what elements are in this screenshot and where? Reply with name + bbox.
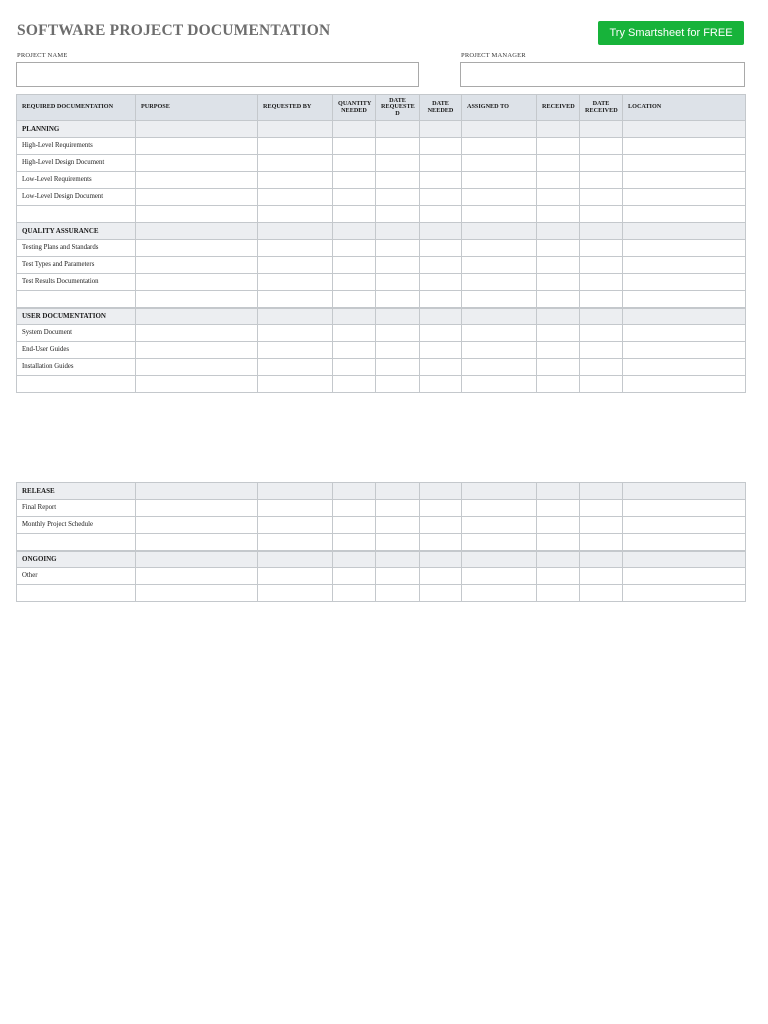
project-manager-field[interactable]	[460, 62, 745, 87]
requested-by-cell[interactable]	[258, 172, 333, 189]
date-received-cell[interactable]	[580, 274, 623, 291]
quantity-needed-cell[interactable]	[333, 359, 376, 376]
requested-by-cell[interactable]	[258, 308, 333, 325]
requested-by-cell[interactable]	[258, 189, 333, 206]
assigned-to-cell[interactable]	[462, 517, 537, 534]
date-requested-cell[interactable]	[376, 223, 420, 240]
date-needed-cell[interactable]	[420, 483, 462, 500]
purpose-cell[interactable]	[136, 240, 258, 257]
requested-by-cell[interactable]	[258, 517, 333, 534]
purpose-cell[interactable]	[136, 155, 258, 172]
table-row	[17, 206, 746, 223]
assigned-to-cell[interactable]	[462, 359, 537, 376]
date-received-cell[interactable]	[580, 534, 623, 551]
document-cell[interactable]	[17, 534, 136, 551]
section-label: USER DOCUMENTATION	[17, 308, 136, 325]
requested-by-cell[interactable]	[258, 223, 333, 240]
date-received-cell[interactable]	[580, 517, 623, 534]
date-needed-cell[interactable]	[420, 342, 462, 359]
document-cell[interactable]: Low-Level Requirements	[17, 172, 136, 189]
date-received-cell[interactable]	[580, 206, 623, 223]
date-requested-cell[interactable]	[376, 500, 420, 517]
purpose-cell[interactable]	[136, 551, 258, 568]
quantity-needed-cell[interactable]	[333, 376, 376, 393]
table-header-row	[17, 95, 746, 121]
quantity-needed-cell[interactable]	[333, 223, 376, 240]
date-received-cell[interactable]	[580, 325, 623, 342]
quantity-needed-cell[interactable]	[333, 517, 376, 534]
received-cell[interactable]	[537, 274, 580, 291]
table-row	[17, 376, 746, 393]
date-needed-cell[interactable]	[420, 189, 462, 206]
assigned-to-cell[interactable]	[462, 291, 537, 308]
date-requested-cell[interactable]	[376, 206, 420, 223]
document-cell[interactable]	[17, 585, 136, 602]
received-cell[interactable]	[537, 206, 580, 223]
purpose-cell[interactable]	[136, 223, 258, 240]
quantity-needed-cell[interactable]	[333, 172, 376, 189]
date-received-cell[interactable]	[580, 240, 623, 257]
received-cell[interactable]	[537, 138, 580, 155]
quantity-needed-cell[interactable]	[333, 121, 376, 138]
location-cell[interactable]	[623, 206, 746, 223]
received-cell[interactable]	[537, 172, 580, 189]
date-requested-cell[interactable]	[376, 308, 420, 325]
document-cell[interactable]: Monthly Project Schedule	[17, 517, 136, 534]
quantity-needed-cell[interactable]	[333, 155, 376, 172]
purpose-cell[interactable]	[136, 138, 258, 155]
quantity-needed-cell[interactable]	[333, 483, 376, 500]
date-needed-cell[interactable]	[420, 257, 462, 274]
table-row	[17, 568, 746, 585]
date-needed-cell[interactable]	[420, 172, 462, 189]
purpose-cell[interactable]	[136, 274, 258, 291]
requested-by-cell[interactable]	[258, 240, 333, 257]
assigned-to-cell[interactable]	[462, 189, 537, 206]
assigned-to-cell[interactable]	[462, 138, 537, 155]
table-row	[17, 138, 746, 155]
section-label: RELEASE	[17, 483, 136, 500]
date-requested-cell[interactable]	[376, 483, 420, 500]
document-cell[interactable]: System Document	[17, 325, 136, 342]
table-row	[17, 500, 746, 517]
column-header-date-needed: DATE NEEDED	[420, 95, 462, 121]
date-needed-cell[interactable]	[420, 138, 462, 155]
assigned-to-cell[interactable]	[462, 585, 537, 602]
section-row	[17, 308, 746, 325]
quantity-needed-cell[interactable]	[333, 291, 376, 308]
date-needed-cell[interactable]	[420, 534, 462, 551]
document-cell[interactable]: High-Level Design Document	[17, 155, 136, 172]
date-needed-cell[interactable]	[420, 325, 462, 342]
requested-by-cell[interactable]	[258, 534, 333, 551]
location-cell[interactable]	[623, 359, 746, 376]
date-received-cell[interactable]	[580, 568, 623, 585]
document-cell[interactable]	[17, 376, 136, 393]
location-cell[interactable]	[623, 189, 746, 206]
location-cell[interactable]	[623, 568, 746, 585]
quantity-needed-cell[interactable]	[333, 342, 376, 359]
purpose-cell[interactable]	[136, 585, 258, 602]
assigned-to-cell[interactable]	[462, 206, 537, 223]
column-header-required-documentation: REQUIRED DOCUMENTATION	[17, 95, 136, 121]
purpose-cell[interactable]	[136, 121, 258, 138]
column-header-assigned-to: ASSIGNED TO	[462, 95, 537, 121]
assigned-to-cell[interactable]	[462, 534, 537, 551]
requested-by-cell[interactable]	[258, 376, 333, 393]
date-received-cell[interactable]	[580, 291, 623, 308]
date-requested-cell[interactable]	[376, 551, 420, 568]
date-needed-cell[interactable]	[420, 568, 462, 585]
quantity-needed-cell[interactable]	[333, 551, 376, 568]
quantity-needed-cell[interactable]	[333, 274, 376, 291]
column-header-purpose: PURPOSE	[136, 95, 258, 121]
location-cell[interactable]	[623, 240, 746, 257]
location-cell[interactable]	[623, 155, 746, 172]
received-cell[interactable]	[537, 585, 580, 602]
date-needed-cell[interactable]	[420, 359, 462, 376]
column-header-quantity-needed: QUANTITY NEEDED	[333, 95, 376, 121]
requested-by-cell[interactable]	[258, 325, 333, 342]
document-cell[interactable]: End-User Guides	[17, 342, 136, 359]
date-received-cell[interactable]	[580, 500, 623, 517]
assigned-to-cell[interactable]	[462, 155, 537, 172]
project-name-field[interactable]	[16, 62, 419, 87]
date-received-cell[interactable]	[580, 308, 623, 325]
date-requested-cell[interactable]	[376, 138, 420, 155]
received-cell[interactable]	[537, 240, 580, 257]
date-requested-cell[interactable]	[376, 325, 420, 342]
section-row	[17, 551, 746, 568]
date-needed-cell[interactable]	[420, 155, 462, 172]
date-needed-cell[interactable]	[420, 585, 462, 602]
received-cell[interactable]	[537, 121, 580, 138]
purpose-cell[interactable]	[136, 534, 258, 551]
document-cell[interactable]: Low-Level Design Document	[17, 189, 136, 206]
date-requested-cell[interactable]	[376, 568, 420, 585]
date-received-cell[interactable]	[580, 585, 623, 602]
document-cell[interactable]: Installation Guides	[17, 359, 136, 376]
date-received-cell[interactable]	[580, 155, 623, 172]
quantity-needed-cell[interactable]	[333, 325, 376, 342]
received-cell[interactable]	[537, 500, 580, 517]
location-cell[interactable]	[623, 500, 746, 517]
date-requested-cell[interactable]	[376, 240, 420, 257]
location-cell[interactable]	[623, 325, 746, 342]
location-cell[interactable]	[623, 308, 746, 325]
date-requested-cell[interactable]	[376, 376, 420, 393]
document-cell[interactable]: Testing Plans and Standards	[17, 240, 136, 257]
received-cell[interactable]	[537, 534, 580, 551]
date-requested-cell[interactable]	[376, 534, 420, 551]
section-label: QUALITY ASSURANCE	[17, 223, 136, 240]
date-received-cell[interactable]	[580, 223, 623, 240]
purpose-cell[interactable]	[136, 500, 258, 517]
date-requested-cell[interactable]	[376, 189, 420, 206]
purpose-cell[interactable]	[136, 291, 258, 308]
column-header-date-received: DATE RECEIVED	[580, 95, 623, 121]
assigned-to-cell[interactable]	[462, 325, 537, 342]
document-cell[interactable]: High-Level Requirements	[17, 138, 136, 155]
date-needed-cell[interactable]	[420, 517, 462, 534]
purpose-cell[interactable]	[136, 517, 258, 534]
quantity-needed-cell[interactable]	[333, 585, 376, 602]
location-cell[interactable]	[623, 121, 746, 138]
purpose-cell[interactable]	[136, 189, 258, 206]
date-needed-cell[interactable]	[420, 551, 462, 568]
date-requested-cell[interactable]	[376, 121, 420, 138]
assigned-to-cell[interactable]	[462, 257, 537, 274]
date-needed-cell[interactable]	[420, 274, 462, 291]
location-cell[interactable]	[623, 483, 746, 500]
release-table	[16, 482, 746, 602]
document-cell[interactable]: Test Types and Parameters	[17, 257, 136, 274]
document-cell[interactable]: Final Report	[17, 500, 136, 517]
table-row	[17, 172, 746, 189]
table-row	[17, 325, 746, 342]
received-cell[interactable]	[537, 376, 580, 393]
assigned-to-cell[interactable]	[462, 568, 537, 585]
date-needed-cell[interactable]	[420, 223, 462, 240]
date-requested-cell[interactable]	[376, 257, 420, 274]
received-cell[interactable]	[537, 325, 580, 342]
received-cell[interactable]	[537, 517, 580, 534]
location-cell[interactable]	[623, 585, 746, 602]
section-row	[17, 483, 746, 500]
location-cell[interactable]	[623, 274, 746, 291]
date-needed-cell[interactable]	[420, 308, 462, 325]
purpose-cell[interactable]	[136, 308, 258, 325]
received-cell[interactable]	[537, 568, 580, 585]
quantity-needed-cell[interactable]	[333, 189, 376, 206]
location-cell[interactable]	[623, 257, 746, 274]
assigned-to-cell[interactable]	[462, 308, 537, 325]
location-cell[interactable]	[623, 172, 746, 189]
purpose-cell[interactable]	[136, 359, 258, 376]
table-row	[17, 585, 746, 602]
assigned-to-cell[interactable]	[462, 240, 537, 257]
table-row	[17, 517, 746, 534]
requested-by-cell[interactable]	[258, 568, 333, 585]
quantity-needed-cell[interactable]	[333, 138, 376, 155]
purpose-cell[interactable]	[136, 483, 258, 500]
received-cell[interactable]	[537, 223, 580, 240]
purpose-cell[interactable]	[136, 376, 258, 393]
requested-by-cell[interactable]	[258, 551, 333, 568]
date-requested-cell[interactable]	[376, 172, 420, 189]
date-needed-cell[interactable]	[420, 206, 462, 223]
date-needed-cell[interactable]	[420, 500, 462, 517]
date-received-cell[interactable]	[580, 172, 623, 189]
try-smartsheet-button[interactable]: Try Smartsheet for FREE	[598, 21, 744, 45]
requested-by-cell[interactable]	[258, 585, 333, 602]
table-row	[17, 274, 746, 291]
documentation-table	[16, 94, 746, 393]
quantity-needed-cell[interactable]	[333, 534, 376, 551]
requested-by-cell[interactable]	[258, 500, 333, 517]
location-cell[interactable]	[623, 534, 746, 551]
received-cell[interactable]	[537, 155, 580, 172]
date-requested-cell[interactable]	[376, 517, 420, 534]
date-received-cell[interactable]	[580, 189, 623, 206]
requested-by-cell[interactable]	[258, 274, 333, 291]
project-manager-label: PROJECT MANAGER	[461, 52, 526, 59]
received-cell[interactable]	[537, 308, 580, 325]
date-requested-cell[interactable]	[376, 291, 420, 308]
received-cell[interactable]	[537, 483, 580, 500]
assigned-to-cell[interactable]	[462, 376, 537, 393]
received-cell[interactable]	[537, 291, 580, 308]
date-needed-cell[interactable]	[420, 121, 462, 138]
table-row	[17, 240, 746, 257]
date-received-cell[interactable]	[580, 121, 623, 138]
project-name-label: PROJECT NAME	[17, 52, 68, 59]
date-received-cell[interactable]	[580, 342, 623, 359]
purpose-cell[interactable]	[136, 257, 258, 274]
date-requested-cell[interactable]	[376, 585, 420, 602]
requested-by-cell[interactable]	[258, 291, 333, 308]
document-cell[interactable]	[17, 291, 136, 308]
purpose-cell[interactable]	[136, 325, 258, 342]
date-requested-cell[interactable]	[376, 359, 420, 376]
assigned-to-cell[interactable]	[462, 223, 537, 240]
quantity-needed-cell[interactable]	[333, 206, 376, 223]
requested-by-cell[interactable]	[258, 206, 333, 223]
received-cell[interactable]	[537, 551, 580, 568]
date-requested-cell[interactable]	[376, 274, 420, 291]
table-row	[17, 189, 746, 206]
column-header-requested-by: REQUESTED BY	[258, 95, 333, 121]
requested-by-cell[interactable]	[258, 257, 333, 274]
assigned-to-cell[interactable]	[462, 274, 537, 291]
requested-by-cell[interactable]	[258, 359, 333, 376]
date-received-cell[interactable]	[580, 257, 623, 274]
assigned-to-cell[interactable]	[462, 483, 537, 500]
section-label: ONGOING	[17, 551, 136, 568]
requested-by-cell[interactable]	[258, 342, 333, 359]
location-cell[interactable]	[623, 551, 746, 568]
location-cell[interactable]	[623, 342, 746, 359]
purpose-cell[interactable]	[136, 172, 258, 189]
date-requested-cell[interactable]	[376, 342, 420, 359]
document-cell[interactable]	[17, 206, 136, 223]
section-label: PLANNING	[17, 121, 136, 138]
requested-by-cell[interactable]	[258, 121, 333, 138]
location-cell[interactable]	[623, 138, 746, 155]
quantity-needed-cell[interactable]	[333, 500, 376, 517]
column-header-location: LOCATION	[623, 95, 746, 121]
date-requested-cell[interactable]	[376, 155, 420, 172]
date-needed-cell[interactable]	[420, 291, 462, 308]
assigned-to-cell[interactable]	[462, 172, 537, 189]
table-row	[17, 534, 746, 551]
assigned-to-cell[interactable]	[462, 551, 537, 568]
date-received-cell[interactable]	[580, 483, 623, 500]
date-received-cell[interactable]	[580, 359, 623, 376]
location-cell[interactable]	[623, 376, 746, 393]
date-received-cell[interactable]	[580, 138, 623, 155]
column-header-received: RECEIVED	[537, 95, 580, 121]
table-row	[17, 257, 746, 274]
table-row	[17, 291, 746, 308]
quantity-needed-cell[interactable]	[333, 240, 376, 257]
received-cell[interactable]	[537, 189, 580, 206]
quantity-needed-cell[interactable]	[333, 308, 376, 325]
document-cell[interactable]: Other	[17, 568, 136, 585]
assigned-to-cell[interactable]	[462, 342, 537, 359]
date-received-cell[interactable]	[580, 376, 623, 393]
location-cell[interactable]	[623, 291, 746, 308]
assigned-to-cell[interactable]	[462, 500, 537, 517]
received-cell[interactable]	[537, 257, 580, 274]
date-needed-cell[interactable]	[420, 240, 462, 257]
purpose-cell[interactable]	[136, 342, 258, 359]
quantity-needed-cell[interactable]	[333, 568, 376, 585]
table-row	[17, 155, 746, 172]
assigned-to-cell[interactable]	[462, 121, 537, 138]
date-needed-cell[interactable]	[420, 376, 462, 393]
document-cell[interactable]: Test Results Documentation	[17, 274, 136, 291]
quantity-needed-cell[interactable]	[333, 257, 376, 274]
location-cell[interactable]	[623, 517, 746, 534]
section-row	[17, 223, 746, 240]
column-header-date-requested: DATE REQUESTE D	[376, 95, 420, 121]
requested-by-cell[interactable]	[258, 483, 333, 500]
received-cell[interactable]	[537, 359, 580, 376]
table-row	[17, 359, 746, 376]
purpose-cell[interactable]	[136, 206, 258, 223]
received-cell[interactable]	[537, 342, 580, 359]
page-title: SOFTWARE PROJECT DOCUMENTATION	[17, 22, 331, 39]
section-row	[17, 121, 746, 138]
requested-by-cell[interactable]	[258, 138, 333, 155]
table-row	[17, 342, 746, 359]
purpose-cell[interactable]	[136, 568, 258, 585]
requested-by-cell[interactable]	[258, 155, 333, 172]
date-received-cell[interactable]	[580, 551, 623, 568]
location-cell[interactable]	[623, 223, 746, 240]
